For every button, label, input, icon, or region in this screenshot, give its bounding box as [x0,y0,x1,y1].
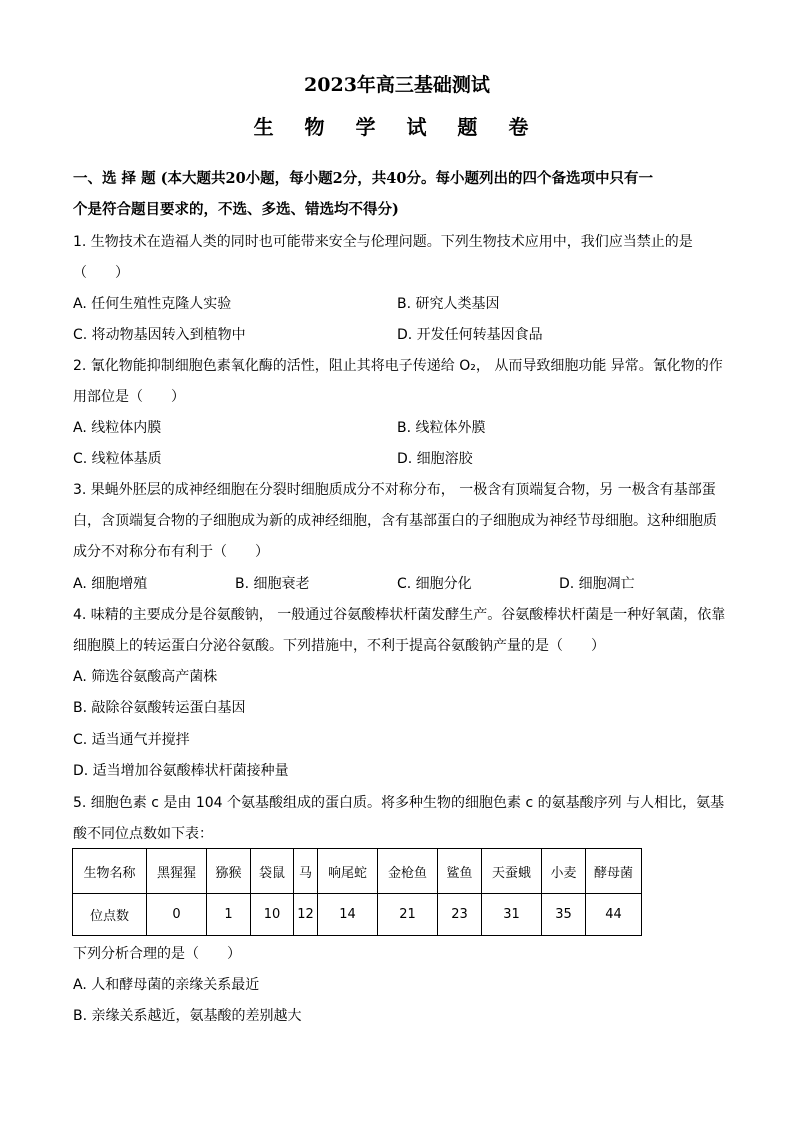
table-cell: 袋鼠 [251,849,294,894]
table-cell: 金枪鱼 [378,849,438,894]
table-cell: 位点数 [73,894,147,936]
amino-acid-difference-table [72,848,642,936]
table-cell: 生物名称 [73,849,147,894]
table-cell: 23 [438,894,482,936]
table-cell: 酵母菌 [586,849,642,894]
table-row [73,894,642,936]
table-cell: 14 [318,894,378,936]
q1-option-d: D. 开发任何转基因食品 [397,327,543,343]
q2-stem: 2. 氰化物能抑制细胞色素氧化酶的活性，阻止其将电子传递给 O₂， 从而导致细胞功能 异常。氰化物的作 [73,358,723,374]
section-heading-line2: 个是符合题目要求的，不选、多选、错选均不得分) [73,201,399,218]
exam-subtitle: 生 物 学 试 题 卷 [253,115,541,139]
q4-option-c: C. 适当通气并搅拌 [73,732,190,748]
table-cell: 0 [147,894,207,936]
q1-option-a: A. 任何生殖性克隆人实验 [73,296,232,312]
table-cell: 44 [586,894,642,936]
q4-option-a: A. 筛选谷氨酸高产菌株 [73,669,218,685]
q3-option-a: A. 细胞增殖 [73,576,148,592]
table-header-row [73,849,642,894]
q3-stem: 3. 果蝇外胚层的成神经细胞在分裂时细胞质成分不对称分布， 一极含有顶端复合物，另 一极含有基部蛋 [73,482,716,498]
table-cell: 天蚕蛾 [482,849,542,894]
q4-option-d: D. 适当增加谷氨酸棒状杆菌接种量 [73,763,289,779]
q5-option-b: B. 亲缘关系越近，氨基酸的差别越大 [73,1008,302,1024]
table-cell: 猕猴 [207,849,251,894]
table-cell: 黑猩猩 [147,849,207,894]
q5-option-a: A. 人和酵母菌的亲缘关系最近 [73,977,260,993]
table-cell: 小麦 [542,849,586,894]
table-cell: 12 [294,894,318,936]
q1-stem-cont: （ ） [73,265,129,281]
q2-option-a: A. 线粒体内膜 [73,420,162,436]
q3-option-b: B. 细胞衰老 [235,576,310,592]
table-cell: 35 [542,894,586,936]
q5-stem: 5. 细胞色素 c 是由 104 个氨基酸组成的蛋白质。将多种生物的细胞色素 c 的氨基酸序列 与人相比，氨基 [73,795,725,811]
q3-stem-cont1: 白，含顶端复合物的子细胞成为新的成神经细胞，含有基部蛋白的子细胞成为神经节母细胞。这种细胞质 [73,513,717,529]
q4-stem-cont: 细胞膜上的转运蛋白分泌谷氨酸。下列措施中，不利于提高谷氨酸钠产量的是（ ） [73,638,605,654]
table-cell: 响尾蛇 [318,849,378,894]
q2-option-c: C. 线粒体基质 [73,451,162,467]
q2-option-b: B. 线粒体外膜 [397,420,486,436]
q1-option-c: C. 将动物基因转入到植物中 [73,327,246,343]
q1-option-b: B. 研究人类基因 [397,296,500,312]
q3-stem-cont2: 成分不对称分布有利于（ ） [73,544,269,560]
table-cell: 10 [251,894,294,936]
q5-stem-cont: 酸不同位点数如下表： [73,826,213,842]
q3-option-c: C. 细胞分化 [397,576,472,592]
exam-title: 2023年高三基础测试 [304,74,490,96]
q4-option-b: B. 敲除谷氨酸转运蛋白基因 [73,700,246,716]
table-cell: 马 [294,849,318,894]
table-cell: 31 [482,894,542,936]
q2-option-d: D. 细胞溶胶 [397,451,473,467]
section-heading-line1: 一、选 择 题 (本大题共20小题，每小题2分，共40分。每小题列出的四个备选项中只有一 [73,170,653,187]
table-cell: 21 [378,894,438,936]
table-cell: 鲨鱼 [438,849,482,894]
table-cell: 1 [207,894,251,936]
q5-follow-up: 下列分析合理的是（ ） [73,946,241,962]
q3-option-d: D. 细胞凋亡 [559,576,635,592]
q4-stem: 4. 味精的主要成分是谷氨酸钠， 一般通过谷氨酸棒状杆菌发酵生产。谷氨酸棒状杆菌是一种好氧菌，依靠 [73,607,726,623]
q2-stem-cont: 用部位是（ ） [73,389,185,405]
q1-stem: 1. 生物技术在造福人类的同时也可能带来安全与伦理问题。下列生物技术应用中，我们应当禁止的是 [73,234,693,250]
